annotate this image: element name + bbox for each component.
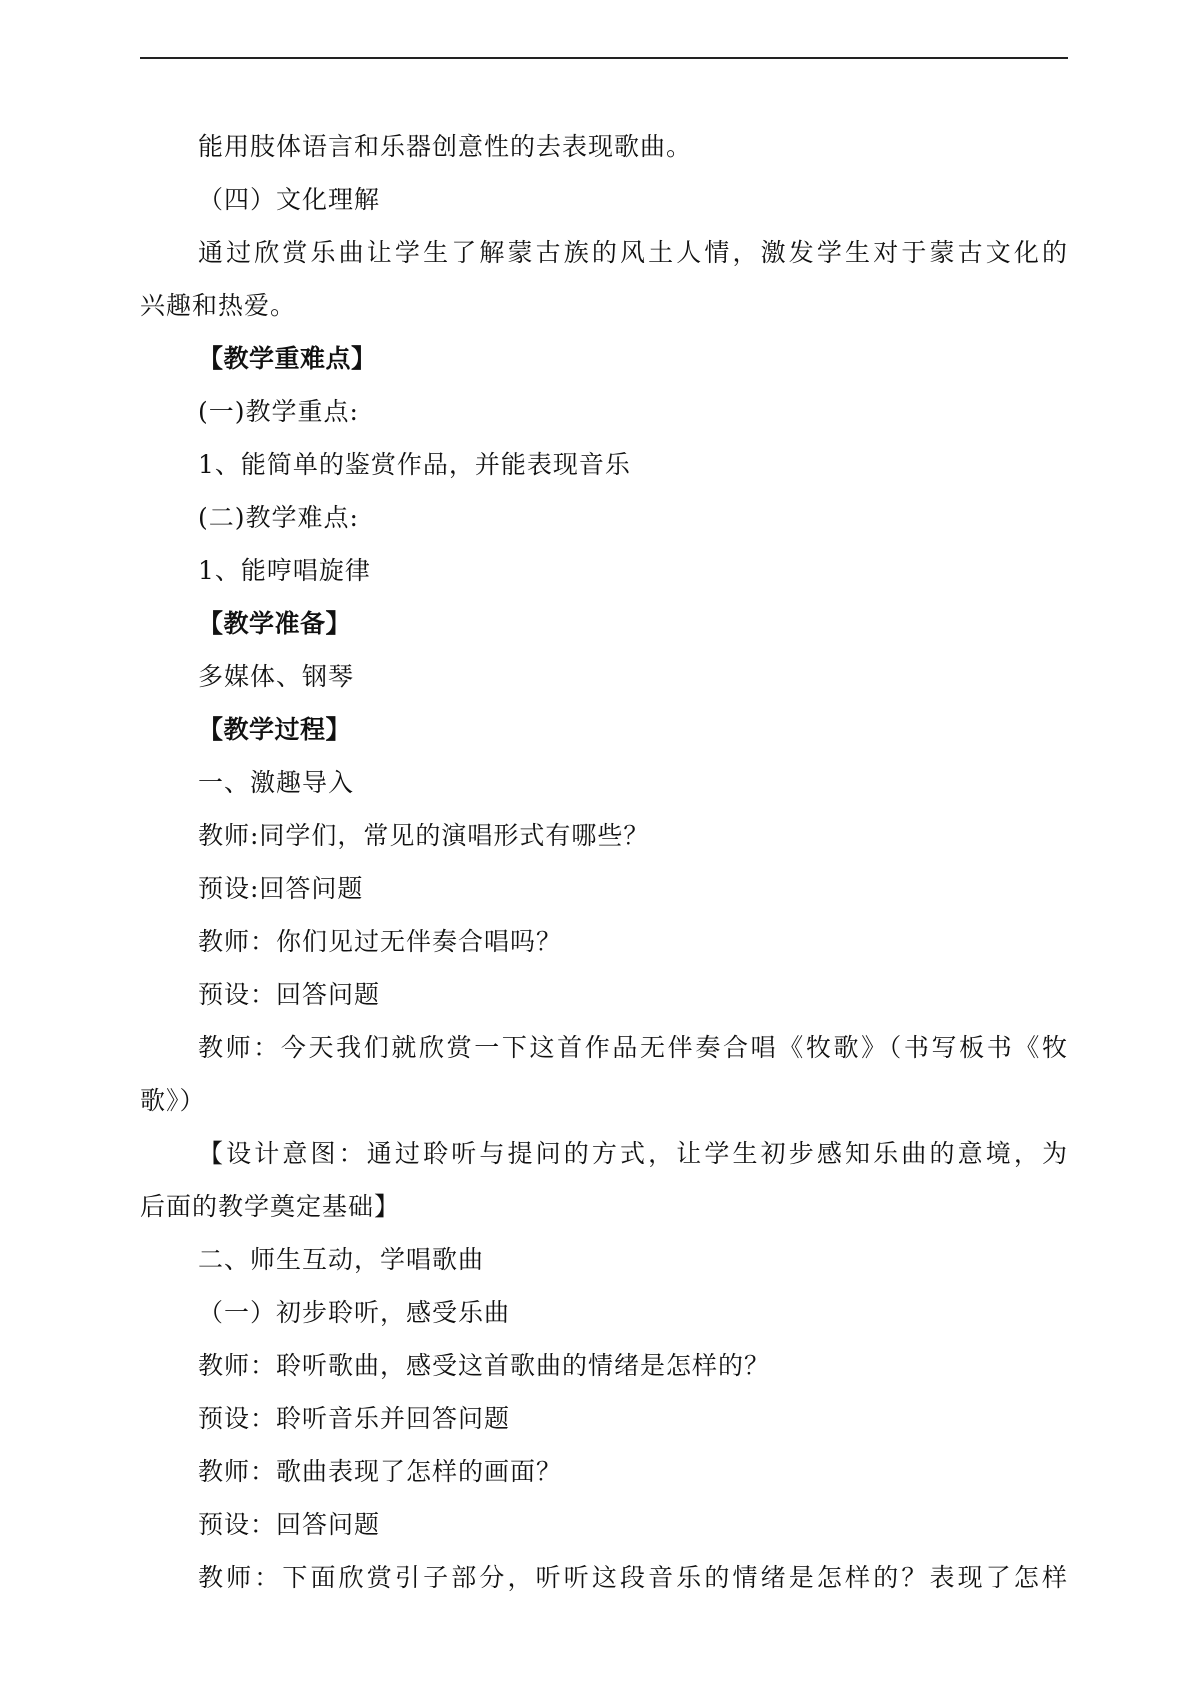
dialogue-line: 教师：聆听歌曲，感受这首歌曲的情绪是怎样的？: [198, 1351, 771, 1380]
paragraph: 多媒体、钢琴: [198, 662, 355, 691]
bold-heading: 【教学重难点】: [198, 344, 377, 373]
section-heading: 二、师生互动，学唱歌曲: [198, 1245, 485, 1274]
bold-heading: 【教学过程】: [198, 715, 352, 744]
dialogue-line: 教师：歌曲表现了怎样的画面？: [198, 1457, 563, 1486]
dialogue-line: 预设:回答问题: [198, 874, 364, 903]
sub-heading: (一)教学重点:: [198, 397, 359, 426]
dialogue-line: 教师：下面欣赏引子部分，听听这段音乐的情绪是怎样的？表现了怎样: [198, 1563, 1068, 1592]
dialogue-line: 预设：回答问题: [198, 1510, 381, 1539]
dialogue-line: 教师:同学们，常见的演唱形式有哪些？: [198, 821, 650, 850]
sub-heading: (二)教学难点:: [198, 503, 359, 532]
section-heading: （四）文化理解: [198, 185, 381, 214]
document-body: [140, 120, 1068, 1604]
paragraph: 通过欣赏乐曲让学生了解蒙古族的风土人情，激发学生对于蒙古文化的: [198, 238, 1068, 267]
dialogue-line: 预设：回答问题: [198, 980, 381, 1009]
design-intent: 【设计意图：通过聆听与提问的方式，让学生初步感知乐曲的意境，为: [198, 1139, 1068, 1168]
section-heading: 一、激趣导入: [198, 768, 355, 797]
dialogue-line: 教师：你们见过无伴奏合唱吗？: [198, 927, 563, 956]
sub-heading: （一）初步聆听，感受乐曲: [198, 1298, 511, 1327]
list-item: 1、能哼唱旋律: [198, 556, 371, 585]
dialogue-line: 教师：今天我们就欣赏一下这首作品无伴奏合唱《牧歌》（书写板书《牧: [198, 1033, 1068, 1062]
paragraph-continuation: 兴趣和热爱。: [140, 291, 297, 320]
paragraph: 能用肢体语言和乐器创意性的去表现歌曲。: [198, 132, 693, 161]
header-rule: [140, 57, 1068, 59]
bold-heading: 【教学准备】: [198, 609, 352, 638]
paragraph-continuation: 后面的教学奠定基础】: [140, 1192, 401, 1221]
dialogue-line: 预设：聆听音乐并回答问题: [198, 1404, 511, 1433]
list-item: 1、能简单的鉴赏作品，并能表现音乐: [198, 450, 631, 479]
paragraph-continuation: 歌》）: [140, 1086, 206, 1115]
